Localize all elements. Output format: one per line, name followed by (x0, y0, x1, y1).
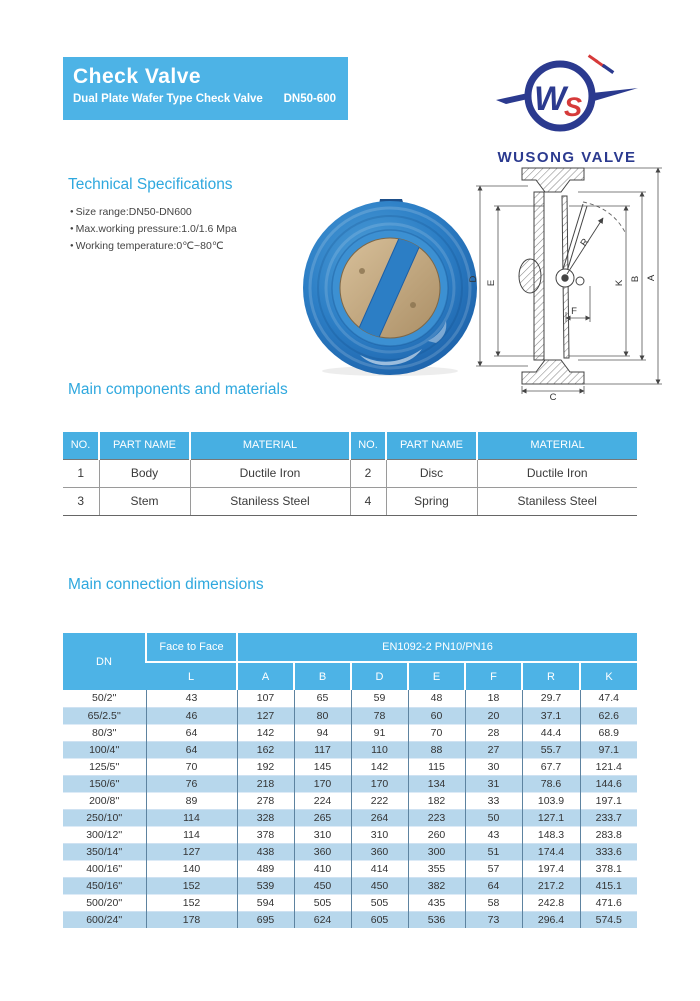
technical-drawing (466, 160, 668, 405)
dimensions-cell: 88 (408, 741, 465, 758)
dimensions-cell: 80/3'' (63, 724, 146, 741)
dimensions-heading: Main connection dimensions (68, 576, 264, 593)
dimensions-cell: 114 (146, 826, 237, 843)
dimensions-cell: 114 (146, 809, 237, 826)
dimensions-cell: 150/6'' (63, 775, 146, 792)
dimensions-cell: 539 (237, 877, 294, 894)
dimensions-cell: 378 (237, 826, 294, 843)
dimensions-cell: 70 (146, 758, 237, 775)
components-row (63, 459, 637, 487)
dimensions-cell: 283.8 (580, 826, 637, 843)
dimensions-cell: 78.6 (522, 775, 580, 792)
dimensions-cell: 223 (408, 809, 465, 826)
dimensions-cell: 115 (408, 758, 465, 775)
dimensions-cell: 127.1 (522, 809, 580, 826)
components-header-cell: NO. (350, 432, 386, 459)
dimensions-cell: 162 (237, 741, 294, 758)
dimensions-cell: 400/16'' (63, 860, 146, 877)
dimensions-cell: 100/4'' (63, 741, 146, 758)
dimensions-cell: 68.9 (580, 724, 637, 741)
dimensions-cell: 44.4 (522, 724, 580, 741)
dimensions-row (63, 690, 637, 707)
dimensions-cell: 28 (465, 724, 522, 741)
dimensions-row (63, 860, 637, 877)
dimensions-cell: 37.1 (522, 707, 580, 724)
dimensions-cell: 47.4 (580, 690, 637, 707)
dimensions-cell: 152 (146, 894, 237, 911)
dimensions-cell: 182 (408, 792, 465, 809)
dimensions-row (63, 724, 637, 741)
components-cell: Disc (386, 459, 477, 487)
dimensions-cell: 624 (294, 911, 351, 928)
dimensions-cell: 97.1 (580, 741, 637, 758)
dimensions-cell: 605 (351, 911, 408, 928)
dimensions-cell: 50/2'' (63, 690, 146, 707)
dimensions-cell: 218 (237, 775, 294, 792)
dimensions-cell: 65/2.5'' (63, 707, 146, 724)
dimensions-cell: 134 (408, 775, 465, 792)
dimensions-row (63, 707, 637, 724)
dimensions-cell: 110 (351, 741, 408, 758)
components-row (63, 487, 637, 515)
dimensions-row (63, 758, 637, 775)
dimensions-cell: 296.4 (522, 911, 580, 928)
dim-subcolumn-header: L (146, 662, 237, 690)
dn-column-header: DN (63, 633, 146, 690)
logo-letter-w: W (534, 80, 567, 118)
dimensions-cell: 242.8 (522, 894, 580, 911)
dimensions-cell: 192 (237, 758, 294, 775)
dimensions-cell: 310 (351, 826, 408, 843)
dimensions-cell: 350/14'' (63, 843, 146, 860)
components-cell: Ductile Iron (477, 459, 637, 487)
dimensions-cell: 70 (408, 724, 465, 741)
dimensions-cell: 121.4 (580, 758, 637, 775)
dimensions-cell: 142 (237, 724, 294, 741)
dimensions-cell: 64 (465, 877, 522, 894)
dimensions-cell: 27 (465, 741, 522, 758)
dim-subcolumn-header: K (580, 662, 637, 690)
dimensions-cell: 233.7 (580, 809, 637, 826)
dimensions-cell: 89 (146, 792, 237, 809)
dimensions-cell: 64 (146, 724, 237, 741)
title-band (63, 57, 348, 120)
dimensions-cell: 73 (465, 911, 522, 928)
dimensions-cell: 51 (465, 843, 522, 860)
dimensions-cell: 450 (351, 877, 408, 894)
dimensions-cell: 57 (465, 860, 522, 877)
dimensions-cell: 64 (146, 741, 237, 758)
dimensions-table (63, 633, 637, 928)
dimensions-row (63, 894, 637, 911)
dim-subcolumn-header: E (408, 662, 465, 690)
dimensions-cell: 574.5 (580, 911, 637, 928)
dimensions-cell: 222 (351, 792, 408, 809)
dimensions-cell: 278 (237, 792, 294, 809)
dimension-label-a: A (646, 274, 657, 282)
dimensions-cell: 174.4 (522, 843, 580, 860)
components-heading: Main components and materials (68, 381, 288, 398)
dimensions-cell: 55.7 (522, 741, 580, 758)
components-cell: 3 (63, 487, 99, 515)
brand-name: WUSONG VALVE (497, 149, 637, 166)
dimensions-row (63, 843, 637, 860)
dimensions-cell: 58 (465, 894, 522, 911)
dimension-label-r: R (578, 236, 592, 249)
dimensions-cell: 224 (294, 792, 351, 809)
dimensions-cell: 489 (237, 860, 294, 877)
dimensions-cell: 435 (408, 894, 465, 911)
components-header-cell: PART NAME (99, 432, 190, 459)
dimensions-cell: 300 (408, 843, 465, 860)
product-title: Check Valve (73, 65, 202, 88)
tech-specs-list (70, 206, 237, 257)
dim-subcolumn-header: F (465, 662, 522, 690)
dimensions-cell: 438 (237, 843, 294, 860)
dimension-label-b: B (630, 275, 641, 283)
dimensions-cell: 94 (294, 724, 351, 741)
dimensions-cell: 60 (408, 707, 465, 724)
dimensions-cell: 170 (294, 775, 351, 792)
components-cell: Ductile Iron (190, 459, 350, 487)
standard-header: EN1092-2 PN10/PN16 (237, 633, 637, 662)
dimensions-cell: 264 (351, 809, 408, 826)
dimensions-cell: 103.9 (522, 792, 580, 809)
dimensions-row (63, 792, 637, 809)
dimensions-row (63, 911, 637, 928)
tech-specs-heading: Technical Specifications (68, 176, 233, 193)
dimensions-cell: 59 (351, 690, 408, 707)
dimensions-cell: 260 (408, 826, 465, 843)
dimensions-cell: 200/8'' (63, 792, 146, 809)
dimensions-row (63, 775, 637, 792)
dimensions-header-row-2 (63, 662, 637, 690)
size-range: DN50-600 (283, 93, 336, 106)
components-header-cell: MATERIAL (477, 432, 637, 459)
components-cell: Staniless Steel (190, 487, 350, 515)
dimensions-cell: 695 (237, 911, 294, 928)
dim-subcolumn-header: A (237, 662, 294, 690)
dimensions-cell: 145 (294, 758, 351, 775)
dimensions-cell: 46 (146, 707, 237, 724)
dimensions-cell: 148.3 (522, 826, 580, 843)
dim-subcolumn-header: B (294, 662, 351, 690)
logo-mark-icon (492, 50, 642, 142)
dim-subcolumn-header: R (522, 662, 580, 690)
product-subtitle: Dual Plate Wafer Type Check Valve (73, 93, 263, 106)
components-cell: 4 (350, 487, 386, 515)
dimensions-cell: 378.1 (580, 860, 637, 877)
dimensions-cell: 43 (146, 690, 237, 707)
dimensions-cell: 178 (146, 911, 237, 928)
dimensions-row (63, 809, 637, 826)
dimensions-cell: 310 (294, 826, 351, 843)
dimension-label-e: E (486, 279, 497, 287)
spec-item: ● Working temperature:0℃~80℃ (70, 240, 237, 252)
dimensions-cell: 30 (465, 758, 522, 775)
components-table (63, 432, 637, 516)
dimensions-cell: 170 (351, 775, 408, 792)
dimensions-cell: 505 (351, 894, 408, 911)
dimensions-row (63, 826, 637, 843)
dimensions-cell: 67.7 (522, 758, 580, 775)
dimensions-cell: 62.6 (580, 707, 637, 724)
dimensions-cell: 127 (146, 843, 237, 860)
components-cell: Body (99, 459, 190, 487)
dimensions-cell: 144.6 (580, 775, 637, 792)
dimension-label-d: D (468, 275, 479, 283)
dimensions-cell: 355 (408, 860, 465, 877)
dimensions-cell: 471.6 (580, 894, 637, 911)
company-logo (492, 50, 642, 166)
dimensions-cell: 450/16'' (63, 877, 146, 894)
dimensions-cell: 50 (465, 809, 522, 826)
dimensions-cell: 360 (294, 843, 351, 860)
dimensions-cell: 31 (465, 775, 522, 792)
components-header-cell: NO. (63, 432, 99, 459)
dimensions-cell: 43 (465, 826, 522, 843)
dimensions-cell: 65 (294, 690, 351, 707)
dimensions-cell: 33 (465, 792, 522, 809)
components-header-cell: MATERIAL (190, 432, 350, 459)
dimensions-cell: 333.6 (580, 843, 637, 860)
dimensions-cell: 500/20'' (63, 894, 146, 911)
dimensions-cell: 91 (351, 724, 408, 741)
dimensions-row (63, 877, 637, 894)
dimensions-cell: 594 (237, 894, 294, 911)
dimensions-cell: 142 (351, 758, 408, 775)
dimensions-cell: 414 (351, 860, 408, 877)
dimensions-cell: 127 (237, 707, 294, 724)
dimensions-cell: 152 (146, 877, 237, 894)
components-cell: 2 (350, 459, 386, 487)
logo-letter-s: S (564, 92, 583, 122)
components-cell: Stem (99, 487, 190, 515)
components-header-row (63, 432, 637, 459)
dimensions-cell: 78 (351, 707, 408, 724)
dimensions-cell: 29.7 (522, 690, 580, 707)
dimension-label-k: K (614, 279, 625, 287)
dimensions-cell: 300/12'' (63, 826, 146, 843)
dimension-label-c: C (549, 392, 557, 400)
dimensions-cell: 217.2 (522, 877, 580, 894)
dimensions-cell: 250/10'' (63, 809, 146, 826)
dimensions-cell: 505 (294, 894, 351, 911)
dimensions-row (63, 741, 637, 758)
dimensions-cell: 536 (408, 911, 465, 928)
valve-photo (300, 195, 480, 382)
dimensions-cell: 140 (146, 860, 237, 877)
dimensions-cell: 600/24'' (63, 911, 146, 928)
dimensions-cell: 20 (465, 707, 522, 724)
components-header-cell: PART NAME (386, 432, 477, 459)
components-cell: Spring (386, 487, 477, 515)
spec-item: ● Size range:DN50-DN600 (70, 206, 237, 218)
dim-subcolumn-header: D (351, 662, 408, 690)
dimensions-cell: 76 (146, 775, 237, 792)
dimensions-cell: 117 (294, 741, 351, 758)
dimensions-cell: 360 (351, 843, 408, 860)
components-cell: Staniless Steel (477, 487, 637, 515)
dimensions-cell: 48 (408, 690, 465, 707)
dimensions-cell: 197.1 (580, 792, 637, 809)
dimensions-cell: 18 (465, 690, 522, 707)
dimensions-cell: 125/5'' (63, 758, 146, 775)
dimensions-cell: 107 (237, 690, 294, 707)
dimensions-cell: 197.4 (522, 860, 580, 877)
dimensions-cell: 415.1 (580, 877, 637, 894)
face-to-face-header: Face to Face (146, 633, 237, 662)
dimensions-cell: 328 (237, 809, 294, 826)
dimensions-header-row-1 (63, 633, 637, 662)
dimension-label-f: F (571, 306, 577, 317)
components-cell: 1 (63, 459, 99, 487)
dimensions-cell: 80 (294, 707, 351, 724)
dimensions-cell: 265 (294, 809, 351, 826)
dimensions-cell: 410 (294, 860, 351, 877)
dimensions-cell: 382 (408, 877, 465, 894)
dimensions-cell: 450 (294, 877, 351, 894)
spec-item: ● Max.working pressure:1.0/1.6 Mpa (70, 223, 237, 235)
